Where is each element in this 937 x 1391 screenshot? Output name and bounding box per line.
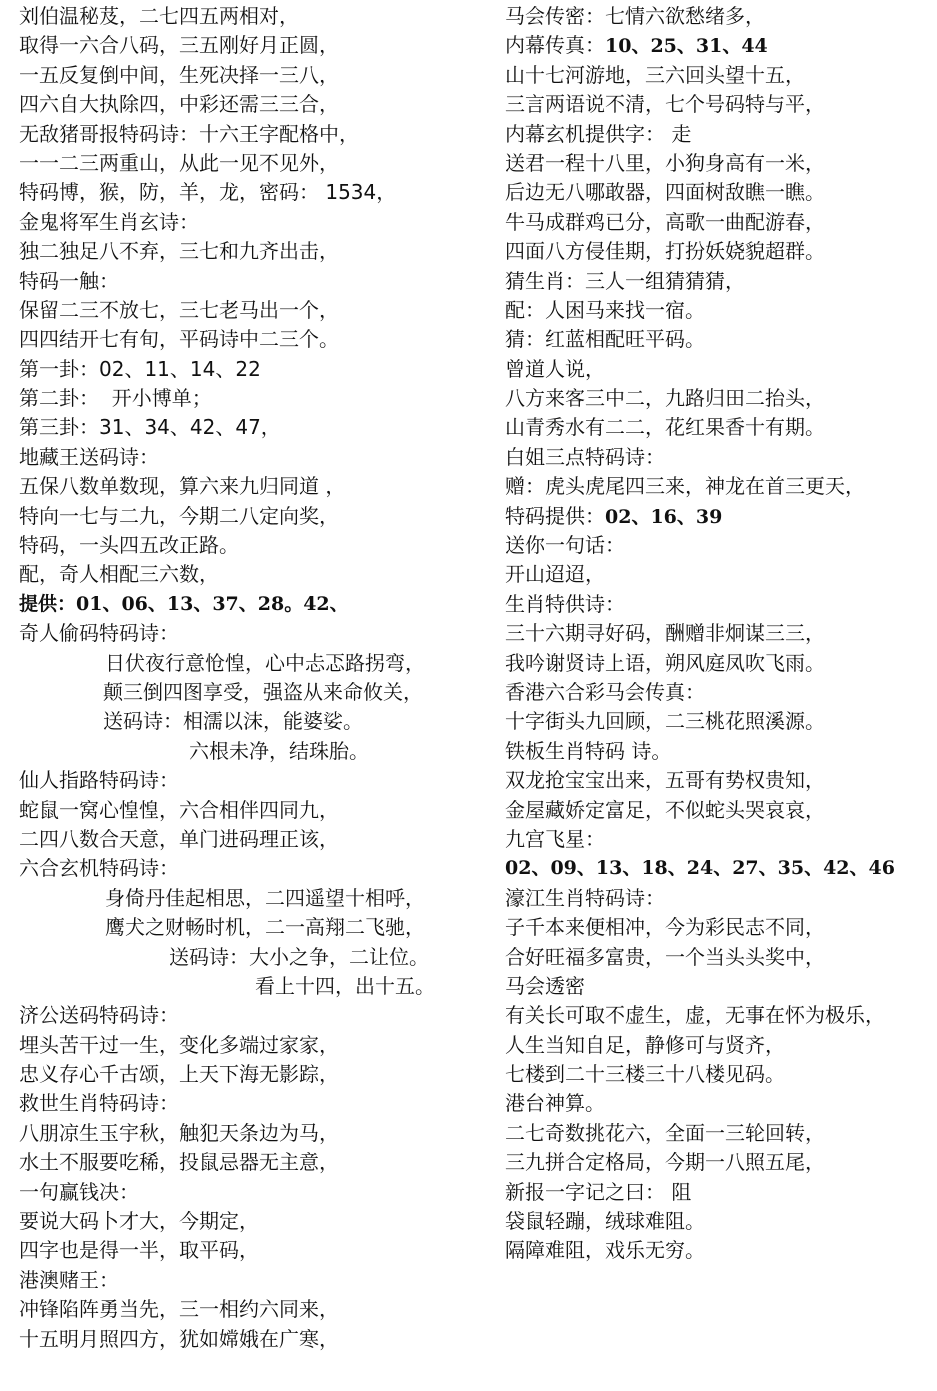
text-line: 送码诗：相濡以沫，能婆娑。 bbox=[103, 709, 363, 734]
text-line: 第二卦： 开小博单； bbox=[19, 386, 212, 411]
text-line: 曾道人说， bbox=[505, 356, 605, 381]
text-line: 一句赢钱决： bbox=[19, 1179, 139, 1204]
text-line: 十五明月照四方，犹如嫦娥在广寒， bbox=[19, 1326, 339, 1351]
text-line: 七楼到二十三楼三十八楼见码。 bbox=[505, 1062, 785, 1087]
text-line: 港台神算。 bbox=[505, 1091, 605, 1116]
text-line: 濠江生肖特码诗： bbox=[505, 885, 665, 910]
text-line: 特码，一头四五改正路。 bbox=[19, 533, 239, 558]
text-line: 蛇鼠一窝心惶惶，六合相伴四同九， bbox=[19, 797, 339, 822]
text-line: 取得一六合八码，三五刚好月正圆， bbox=[19, 33, 339, 58]
text-line: 内幕玄机提供字： 走 bbox=[505, 121, 692, 146]
text-line: 三九拼合定格局，今期一八照五尾， bbox=[505, 1150, 825, 1175]
text-line: 忠义存心千古颂，上天下海无影踪， bbox=[19, 1062, 339, 1087]
text-line: 刘伯温秘芨，二七四五两相对， bbox=[19, 4, 299, 28]
text-line: 九宫飞星： bbox=[505, 826, 605, 851]
text-line: 猜：红蓝相配旺平码。 bbox=[505, 327, 705, 352]
text-line: 水土不服要吃稀，投鼠忌器无主意， bbox=[19, 1150, 339, 1175]
text-line: 送君一程十八里，小狗身高有一米， bbox=[505, 150, 825, 175]
text-line: 送你一句话： bbox=[505, 533, 625, 558]
text-line: 山青秀水有二二，花红果香十有期。 bbox=[505, 415, 825, 440]
text-line: 双龙抢宝宝出来，五哥有势权贵知， bbox=[505, 768, 825, 793]
text-line: 袋鼠轻蹦，绒球难阻。 bbox=[505, 1209, 705, 1234]
text-line: 后边无八哪敢器，四面树敌瞧一瞧。 bbox=[505, 180, 825, 205]
text-line: 合好旺福多富贵，一个当头头奖中， bbox=[505, 944, 825, 969]
text-line: 二七奇数挑花六，全面一三轮回转， bbox=[505, 1120, 825, 1145]
text-line: 地藏王送码诗： bbox=[19, 444, 159, 469]
text-line: 铁板生肖特码 诗。 bbox=[505, 738, 672, 763]
text-line: 鹰犬之财畅时机，二一高翔二飞驰， bbox=[105, 915, 425, 940]
text-line: 白姐三点特码诗： bbox=[505, 444, 665, 469]
text-line: 赠：虎头虎尾四三来，神龙在首三更天， bbox=[505, 474, 865, 499]
text-line: 配，奇人相配三六数， bbox=[19, 562, 219, 587]
text-line: 港澳赌王： bbox=[19, 1267, 119, 1292]
text-line bbox=[505, 502, 937, 531]
text-line: 二四八数合天意，单门进码理正该， bbox=[19, 826, 339, 851]
text-line: 新报一字记之曰： 阻 bbox=[505, 1179, 692, 1204]
text-line: 八方来客三中二，九路归田二抬头， bbox=[505, 386, 825, 411]
text-line: 马会透密 bbox=[505, 973, 585, 998]
text-line: 奇人偷码特码诗： bbox=[19, 621, 179, 646]
text-line: 子千本来便相冲，今为彩民志不同， bbox=[505, 915, 825, 940]
text-line: 四面八方侵佳期，打扮妖娆貌超群。 bbox=[505, 239, 825, 264]
text-line: 保留二三不放七，三七老马出一个， bbox=[19, 297, 339, 322]
text-line: 救世生肖特码诗： bbox=[19, 1091, 179, 1116]
number-line: 02、09、13、18、24、27、35、42、46 bbox=[505, 857, 895, 880]
number-text: 02、16、39 bbox=[605, 505, 723, 528]
label-text: 内幕传真： bbox=[505, 33, 605, 58]
text-line: 山十七河游地，三六回头望十五， bbox=[505, 62, 805, 87]
text-line: 生肖特供诗： bbox=[505, 591, 625, 616]
text-line: 第三卦：31、34、42、47， bbox=[19, 415, 281, 440]
text-line: 三十六期寻好码，酬赠非炯谋三三， bbox=[505, 621, 825, 646]
text-line: 冲锋陷阵勇当先，三一相约六同来， bbox=[19, 1297, 339, 1322]
text-line: 第一卦：02、11、14、22 bbox=[19, 356, 261, 381]
text-line: 人生当知自足，静修可与贤齐， bbox=[505, 1032, 785, 1057]
text-line: 埋头苦干过一生，变化多端过家家， bbox=[19, 1032, 339, 1057]
text-line: 一一二三两重山，从此一见不见外， bbox=[19, 150, 339, 175]
text-line: 身倚丹佳起相思，二四遥望十相呼， bbox=[105, 885, 425, 910]
text-line: 开山迢迢， bbox=[505, 562, 605, 587]
left-column bbox=[19, 0, 489, 1354]
text-line: 香港六合彩马会传真： bbox=[505, 679, 705, 704]
text-line: 四字也是得一半，取平码， bbox=[19, 1238, 259, 1263]
text-line: 特码一触： bbox=[19, 268, 119, 293]
text-line: 猜生肖：三人一组猜猜猜， bbox=[505, 268, 745, 293]
text-line: 六根未净，结珠胎。 bbox=[189, 738, 369, 763]
text-line: 济公送码特码诗： bbox=[19, 1003, 179, 1028]
text-line: 要说大码卜才大，今期定， bbox=[19, 1209, 259, 1234]
text-line: 看上十四，出十五。 bbox=[255, 973, 435, 998]
text-line: 配：人困马来找一宿。 bbox=[505, 297, 705, 322]
text-line: 三言两语说不清，七个号码特与平， bbox=[505, 92, 825, 117]
text-line: 仙人指路特码诗： bbox=[19, 768, 179, 793]
text-line: 牛马成群鸡已分，高歌一曲配游春， bbox=[505, 209, 825, 234]
text-line: 马会传密：七情六欲愁绪多， bbox=[505, 4, 765, 28]
label-text: 特码提供： bbox=[505, 503, 605, 528]
number-line: 提供：01、06、13、37、28。42、 bbox=[19, 592, 349, 615]
text-line: 颠三倒四图享受，强盗从来命攸关， bbox=[103, 679, 423, 704]
text-line: 金鬼将军生肖玄诗： bbox=[19, 209, 199, 234]
text-line: 金屋藏娇定富足，不似蛇头哭哀哀， bbox=[505, 797, 825, 822]
text-line: 一五反复倒中间，生死决择一三八， bbox=[19, 62, 339, 87]
text-line: 特向一七与二九，今期二八定向奖， bbox=[19, 503, 339, 528]
text-line: 八朋凉生玉宇秋，触犯天条边为马， bbox=[19, 1120, 339, 1145]
number-text: 10、25、31、44 bbox=[605, 35, 768, 58]
text-line: 特码博，猴，防，羊，龙，密码： 1534， bbox=[19, 180, 397, 205]
text-line bbox=[505, 31, 937, 60]
text-line: 无敌猪哥报特码诗：十六王字配格中， bbox=[19, 121, 359, 146]
text-line: 四四结开七有旬，平码诗中二三个。 bbox=[19, 327, 339, 352]
right-column bbox=[505, 0, 937, 1266]
text-line: 六合玄机特码诗： bbox=[19, 856, 179, 881]
text-line: 日伏夜行意怆惶，心中忐忑路拐弯， bbox=[105, 650, 425, 675]
text-line: 十字街头九回顾，二三桃花照溪源。 bbox=[505, 709, 825, 734]
text-line: 四六自大执除四，中彩还需三三合， bbox=[19, 92, 339, 117]
text-line: 有关长可取不虚生，虚，无事在怀为极乐， bbox=[505, 1003, 885, 1028]
text-line: 五保八数单数现，算六来九归同道 ， bbox=[19, 474, 346, 499]
text-line: 送码诗：大小之争，二让位。 bbox=[169, 944, 429, 969]
text-line: 隔障难阻，戏乐无穷。 bbox=[505, 1238, 705, 1263]
text-line: 我吟谢贤诗上语，朔风庭凤吹飞雨。 bbox=[505, 650, 825, 675]
text-line: 独二独足八不弃，三七和九齐出击， bbox=[19, 239, 339, 264]
